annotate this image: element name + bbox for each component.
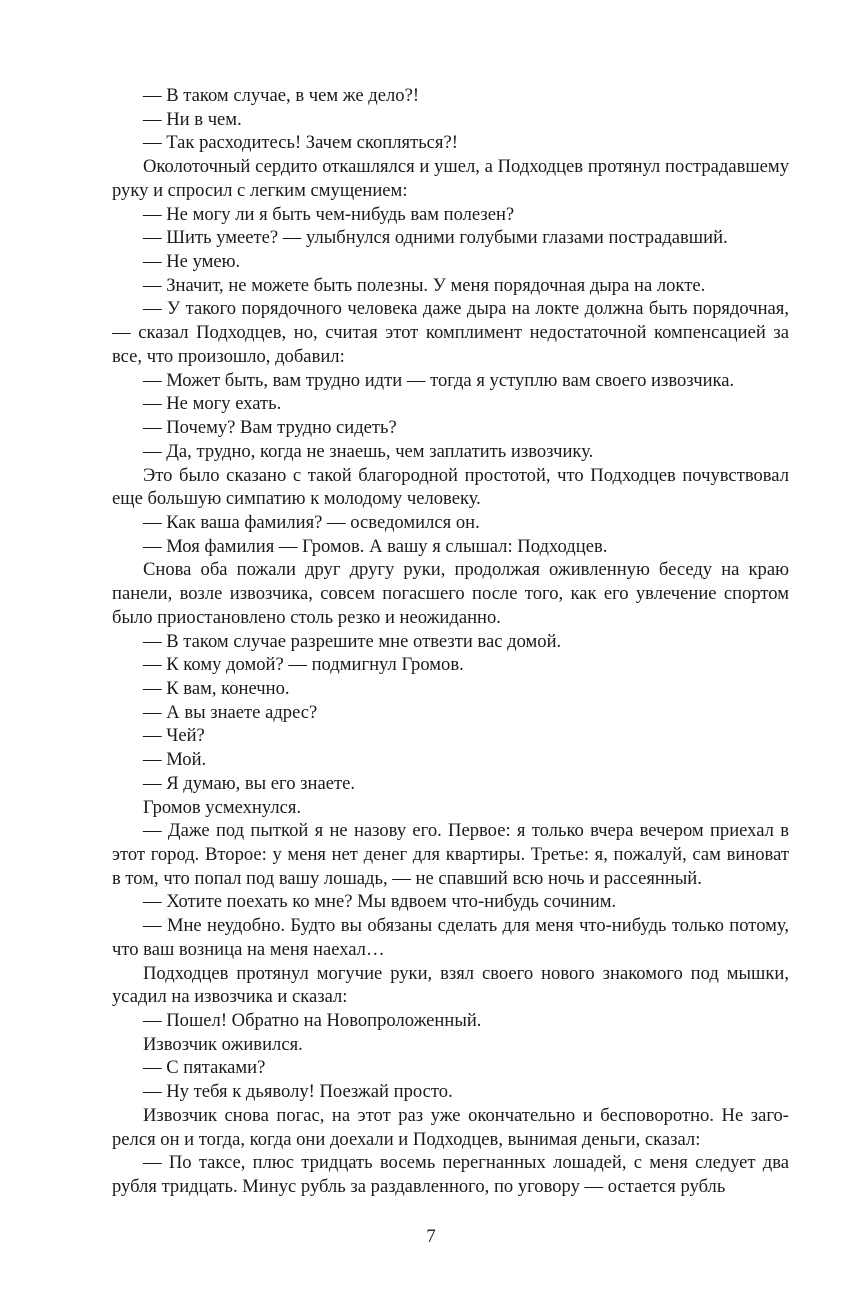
paragraph: — Я думаю, вы его знаете. <box>143 772 355 794</box>
paragraph: — Чей? <box>143 725 205 747</box>
paragraph: — Моя фамилия — Громов. А вашу я слышал: Подходцев. <box>143 535 608 557</box>
paragraph: — Может быть, вам трудно идти — тогда я уступлю вам своего извозчика. <box>143 369 735 391</box>
paragraph: — А вы знаете адрес? <box>143 701 318 723</box>
paragraph: — Не могу ли я быть чем-нибудь вам полезен? <box>143 203 515 225</box>
paragraph: Это было сказано с такой благородной простотой, что Подходцев почувствовал еще большую симпатию к молодому человеку. <box>112 464 789 510</box>
paragraph: — По таксе, плюс тридцать восемь перегнанных лошадей, с меня следует два рубля тридцать. Минус рубль за раздавленного, по уговору — остается рубль <box>112 1152 789 1198</box>
paragraph: — Мне неудобно. Будто вы обязаны сделать для меня что-нибудь только потому, что ваш возница на меня наехал… <box>112 915 789 960</box>
paragraph: — Ни в чем. <box>143 108 242 130</box>
paragraph: — Ну тебя к дьяволу! Поезжай просто. <box>143 1081 453 1103</box>
paragraph: Околоточный сердито откашлялся и ушел, а Подходцев протянул пострадавшему руку и спросил с легким смущением: <box>112 156 789 201</box>
paragraph: — К кому домой? — подмигнул Громов. <box>143 654 464 676</box>
paragraph: — Шить умеете? — улыбнулся одними голубыми глазами пострадавший. <box>143 227 728 249</box>
page-text <box>112 84 789 1199</box>
paragraph: — В таком случае, в чем же дело?! <box>143 85 420 106</box>
paragraph: Громов усмехнулся. <box>143 796 302 818</box>
paragraph: — У такого порядочного человека даже дыра на локте должна быть порядочная, — сказал Подходцев, но, считая этот комплимент недостаточной компенсацией за все, что произошло, добавил: <box>112 298 789 367</box>
paragraph: Извозчик оживился. <box>143 1033 303 1055</box>
paragraph: — Почему? Вам трудно сидеть? <box>143 417 397 439</box>
paragraph: — Даже под пыткой я не назову его. Первое: я только вчера вечером приехал в этот город. Второе: у меня нет денег для квартиры. Третье: я, пожалуй, сам виноват в том, что попал под вашу лошадь, — не спавший всю ночь и рассеянный. <box>112 820 789 889</box>
paragraph: — Не умею. <box>143 251 241 273</box>
paragraph: — Значит, не можете быть полезны. У меня порядочная дыра на локте. <box>143 274 706 296</box>
page-number: 7 <box>426 1226 436 1247</box>
paragraph: — Как ваша фамилия? — осведомился он. <box>143 511 480 533</box>
paragraph: — Не могу ехать. <box>143 393 282 415</box>
paragraph: — Пошел! Обратно на Новопроложенный. <box>143 1010 482 1032</box>
paragraph: Снова оба пожали друг другу руки, продолжая оживленную беседу на краю панели, возле извозчика, совсем погасшего после того, как его увлечение спортом было приостановлено столь резко и неожиданно. <box>112 559 789 628</box>
paragraph: — Мой. <box>143 749 207 771</box>
paragraph: — Так расходитесь! Зачем скопляться?! <box>143 132 458 154</box>
paragraph: — Хотите поехать ко мне? Мы вдвоем что-нибудь сочиним. <box>143 891 617 913</box>
paragraph: Извозчик снова погас, на этот раз уже окончательно и бесповоротно. Не загорелся он и тогда, когда они доехали и Подходцев, вынимая деньги, сказал: <box>112 1104 789 1150</box>
paragraph: Подходцев протянул могучие руки, взял своего нового знакомого под мышки, усадил на извозчика и сказал: <box>112 962 789 1008</box>
paragraph: — С пятаками? <box>143 1057 266 1079</box>
paragraph: — К вам, конечно. <box>143 677 290 699</box>
paragraph: — Да, трудно, когда не знаешь, чем заплатить извозчику. <box>143 440 594 462</box>
paragraph: — В таком случае разрешите мне отвезти вас домой. <box>143 630 562 652</box>
